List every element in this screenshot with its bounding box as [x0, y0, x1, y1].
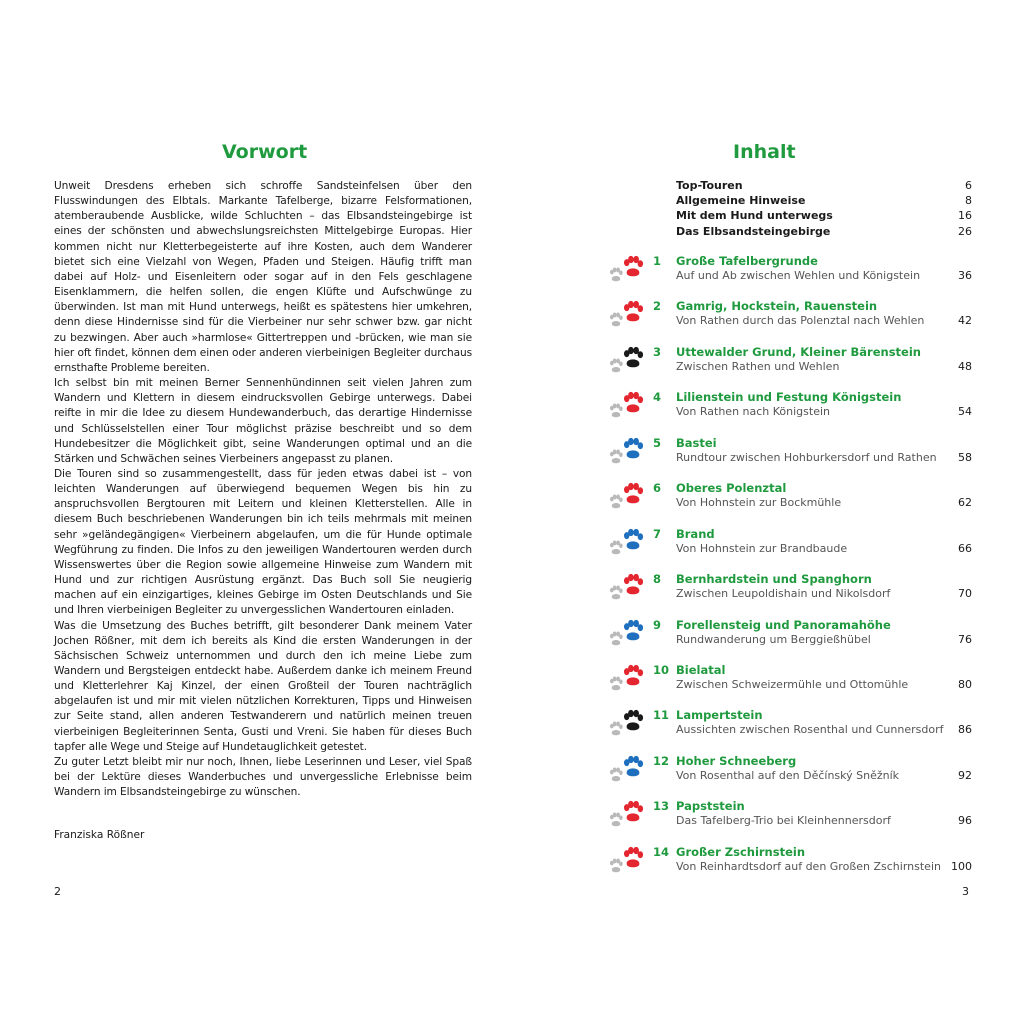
toc-row[interactable]	[676, 178, 972, 193]
tour-entry[interactable]	[606, 436, 972, 476]
paw-icon	[606, 298, 652, 332]
tour-title: Große Tafelbergrunde	[676, 254, 818, 268]
tour-title: Gamrig, Hockstein, Rauenstein	[676, 299, 878, 313]
tour-number: 9	[653, 618, 662, 632]
paw-icon	[606, 389, 652, 423]
tour-entry[interactable]	[606, 845, 972, 885]
page-title-inhalt: Inhalt	[733, 141, 796, 163]
paw-icon	[606, 571, 652, 605]
tour-subtitle: Rundwanderung um Berggießhübel	[676, 633, 871, 646]
paw-icon	[606, 844, 652, 878]
tour-number: 2	[653, 299, 662, 313]
tour-number: 1	[653, 254, 662, 268]
tour-page: 36	[958, 269, 972, 282]
tour-number: 11	[653, 708, 670, 722]
paw-icon	[606, 753, 652, 787]
toc-general-section	[676, 178, 972, 239]
tour-page: 92	[958, 769, 972, 782]
tour-subtitle: Von Rosenthal auf den Děčínský Sněžník	[676, 769, 900, 782]
tour-entry[interactable]	[606, 390, 972, 430]
toc-row[interactable]	[676, 208, 972, 223]
tour-entry[interactable]	[606, 299, 972, 339]
tour-page: 42	[958, 314, 972, 327]
tour-subtitle: Zwischen Leupoldishain und Nikolsdorf	[676, 587, 891, 600]
tour-entry[interactable]	[606, 345, 972, 385]
tour-subtitle: Von Hohnstein zur Brandbaude	[676, 542, 848, 555]
toc-label: Mit dem Hund unterwegs	[676, 209, 833, 223]
tour-entry[interactable]	[606, 527, 972, 567]
tour-page: 48	[958, 360, 972, 373]
tour-title: Forellensteig und Panoramahöhe	[676, 618, 891, 632]
tour-number: 8	[653, 572, 662, 586]
tour-entry[interactable]	[606, 799, 972, 839]
tour-number: 3	[653, 345, 662, 359]
toc-row[interactable]	[676, 193, 972, 208]
tour-title: Oberes Polenztal	[676, 481, 787, 495]
tour-title: Uttewalder Grund, Kleiner Bärenstein	[676, 345, 921, 359]
tour-number: 6	[653, 481, 662, 495]
toc-page: 6	[965, 179, 972, 192]
tour-number: 10	[653, 663, 670, 677]
paw-icon	[606, 662, 652, 696]
tour-title: Großer Zschirnstein	[676, 845, 806, 859]
toc-page: 8	[965, 194, 972, 208]
toc-label: Das Elbsandsteingebirge	[676, 224, 831, 238]
tour-number: 4	[653, 390, 662, 404]
tour-entry[interactable]	[606, 481, 972, 521]
toc-label: Allgemeine Hinweise	[676, 194, 806, 208]
tour-subtitle: Rundtour zwischen Hohburkersdorf und Rathen	[676, 451, 937, 464]
tour-subtitle: Von Hohnstein zur Bockmühle	[676, 496, 842, 509]
vorwort-body	[54, 179, 472, 800]
tour-title: Lilienstein und Festung Königstein	[676, 390, 902, 404]
tour-page: 66	[958, 542, 972, 555]
paw-icon	[606, 435, 652, 469]
tour-entry[interactable]	[606, 663, 972, 703]
toc-page: 26	[958, 224, 972, 238]
paw-icon	[606, 617, 652, 651]
page-number-right: 3	[962, 885, 969, 898]
page-title-vorwort: Vorwort	[222, 141, 308, 163]
tour-entry[interactable]	[606, 572, 972, 612]
author-signature: Franziska Rößner	[54, 829, 145, 841]
tour-number: 7	[653, 527, 662, 541]
vorwort-paragraph: Was die Umsetzung des Buches betrifft, gilt besonderer Dank meinem Vater Jochen Rößner, mit dem ich bereits als Kind die ersten Wanderungen in der Sächsischen Schweiz unternommen und durch den ich meine Liebe zum Wandern und Bergsteigen entdeckt habe. Außerdem danke ich meinem Freund und Kletterlehrer Kaj Kinzel, der einen Großteil der Touren nachträglich abgelaufen ist und mir mit vielen nützlichen Korrekturen, Tipps und Hinweisen zur Seite stand, allen anderen Testwanderern und natürlich meinen treuen vierbeinigen Begleiterinnen Senta, Gusti und Vreni. Sie haben für dieses Buch tapfer alle Wege und Steige auf Hundetauglichkeit getestet.	[54, 619, 472, 753]
toc-label: Top-Touren	[676, 179, 743, 192]
tour-subtitle: Das Tafelberg-Trio bei Kleinhennersdorf	[676, 814, 891, 827]
vorwort-paragraph: Ich selbst bin mit meinen Berner Sennenhündinnen seit vielen Jahren zum Wandern und Klettern in diesem eindrucksvollen Gebirge unterwegs. Dabei reifte in mir die Idee zu diesem Hundewanderbuch, das derartige Hindernisse und Schlüsselstellen einer Tour möglichst präzise beschreibt und so dem Hundebesitzer die Möglichkeit gibt, seine Wanderungen optimal und an die Stärken und Schwächen seines Vierbeiners angepasst zu planen.	[54, 377, 472, 465]
paw-icon	[606, 253, 652, 287]
tour-page: 54	[958, 405, 972, 418]
tour-page: 96	[958, 814, 972, 827]
tour-subtitle: Von Reinhardtsdorf auf den Großen Zschirnstein	[676, 860, 941, 873]
tour-page: 76	[958, 633, 972, 646]
tour-subtitle: Zwischen Rathen und Wehlen	[676, 360, 840, 373]
tour-subtitle: Auf und Ab zwischen Wehlen und Königstein	[676, 269, 921, 282]
tour-title: Brand	[676, 527, 715, 541]
tour-entry[interactable]	[606, 618, 972, 658]
tour-number: 13	[653, 799, 670, 813]
tour-subtitle: Zwischen Schweizermühle und Ottomühle	[676, 678, 909, 691]
tour-subtitle: Aussichten zwischen Rosenthal und Cunnersdorf	[676, 723, 944, 736]
tour-page: 70	[958, 587, 972, 600]
tour-title: Bastei	[676, 436, 717, 450]
paw-icon	[606, 707, 652, 741]
tour-entry[interactable]	[606, 254, 972, 294]
page-number-left: 2	[54, 885, 61, 898]
tour-title: Bernhardstein und Spanghorn	[676, 572, 872, 586]
tour-entry[interactable]	[606, 754, 972, 794]
tour-title: Bielatal	[676, 663, 726, 677]
vorwort-paragraph: Die Touren sind so zusammengestellt, dass für jeden etwas dabei ist – von leichten Wanderungen auf überwiegend bequemen Wegen bis hin zu anspruchsvollen Bergtouren mit Leitern und kleinen Kletterstellen. Alle in diesem Buch beschriebenen Wanderungen bin ich teils mehrmals mit meinen sehr »geländegängigen« Vierbeinern abgelaufen, um die für Hunde optimale Wegführung zu finden. Die Infos zu den jeweiligen Wandertouren werden durch Wissenswertes über die Region sowie allgemeine Hinweise zum Wandern mit Hund und zur richtigen Ausrüstung ergänzt. Das Buch soll Sie neugierig machen auf ein einzigartiges, kleines Gebirge im Osten Deutschlands und Sie und Ihren vierbeinigen Begleiter zu unvergesslichen Wandertouren einladen.	[54, 467, 472, 617]
paw-icon	[606, 526, 652, 560]
toc-page: 16	[958, 209, 972, 223]
tour-number: 12	[653, 754, 670, 768]
tour-page: 58	[958, 451, 972, 464]
tour-page: 62	[958, 496, 972, 509]
paw-icon	[606, 344, 652, 378]
tour-number: 14	[653, 845, 670, 859]
tour-page: 100	[951, 860, 972, 873]
tour-page: 86	[958, 723, 972, 736]
vorwort-paragraph: Unweit Dresdens erheben sich schroffe Sandsteinfelsen über den Flusswindungen des Elbtals. Markante Tafelberge, bizarre Felsformationen, atemberaubende Ausblicke, wilde Schluchten – das Elbsandsteingebirge ist eines der schönsten und abwechslungsreichsten Mittelgebirge Europas. Hier kommen nicht nur Kletterbegeisterte auf ihre Kosten, auch dem Wanderer bietet sich eine Vielzahl von Wegen, Pfaden und Steigen. Häufig trifft man dabei auf Holz- und Eisenleitern oder sogar auf in den Fels geschlagene Eisenklammern, die helfen sollen, die engen Klüfte und Aufschwünge zu überwinden. Ist man mit Hund unterwegs, heißt es spätestens hier umkehren, denn diese Hindernisse sind für die Vierbeiner nur sehr schwer bzw. gar nicht zu bezwingen. Aber auch »harmlose« Gittertreppen und -brücken, wie man sie hier oft findet, können dem einen oder anderen vierbeinigen Begleiter durchaus ernsthafte Probleme bereiten.	[54, 180, 472, 374]
tour-subtitle: Von Rathen durch das Polenztal nach Wehlen	[676, 314, 925, 327]
paw-icon	[606, 798, 652, 832]
tour-number: 5	[653, 436, 662, 450]
paw-icon	[606, 480, 652, 514]
tour-title: Papststein	[676, 799, 745, 813]
tour-entry[interactable]	[606, 708, 972, 748]
tour-title: Hoher Schneeberg	[676, 754, 797, 768]
tour-title: Lampertstein	[676, 708, 763, 722]
vorwort-paragraph: Zu guter Letzt bleibt mir nur noch, Ihnen, liebe Leserinnen und Leser, viel Spaß bei der Lektüre dieses Wanderbuches und unvergessliche Erlebnisse beim Wandern im Elbsandsteingebirge zu wünschen.	[54, 755, 472, 799]
toc-row[interactable]	[676, 224, 972, 239]
tour-subtitle: Von Rathen nach Königstein	[676, 405, 831, 418]
tour-page: 80	[958, 678, 972, 691]
